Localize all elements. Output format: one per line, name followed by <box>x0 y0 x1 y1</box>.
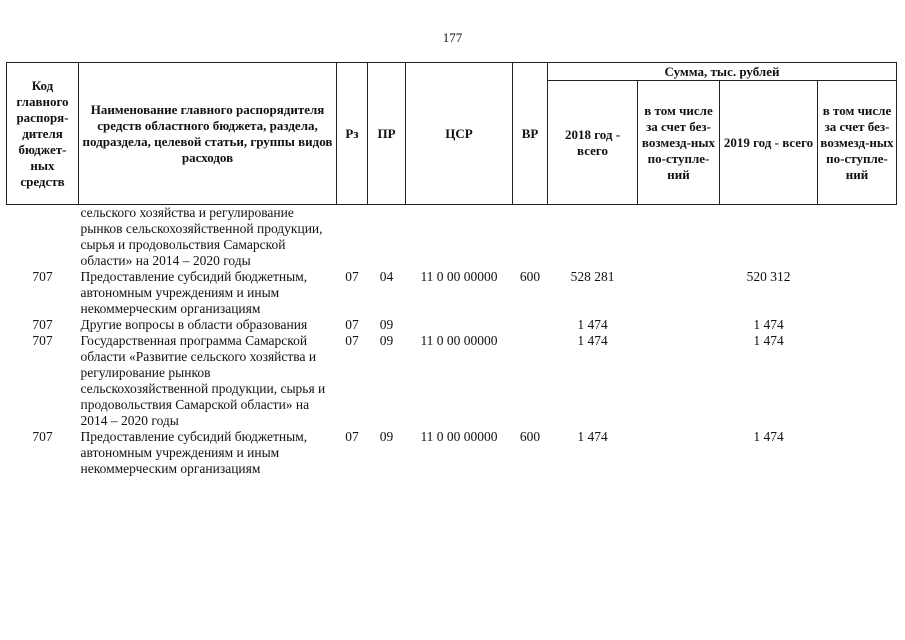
cell-code: 707 <box>32 429 53 444</box>
table-row <box>7 429 897 477</box>
cell-2019-free <box>818 333 897 429</box>
cell-2019-free <box>818 269 897 317</box>
cell-rz: 07 <box>345 333 359 348</box>
cell-code: 707 <box>32 269 53 284</box>
table-row <box>7 333 897 429</box>
cell-name: Государственная программа Самарской области «Развитие сельского хозяйства и регулирование рынков сельскохозяйственной продукции, сырья и продовольствия Самарской области» на 2014 – 2020 годы <box>80 333 326 428</box>
table-row <box>7 269 897 317</box>
cell-rz: 07 <box>345 269 359 284</box>
cell-vr <box>513 317 548 333</box>
cell-csr: 11 0 00 00000 <box>420 333 498 348</box>
cell-2018-total: 1 474 <box>577 429 608 444</box>
header-code: Код главного распоря-дителя бюджет-ных средств <box>7 63 79 205</box>
cell-csr: 11 0 00 00000 <box>420 429 498 444</box>
header-rz: Рз <box>337 63 368 205</box>
cell-2019-total: 520 312 <box>746 269 791 284</box>
cell-vr: 600 <box>519 429 541 444</box>
cell-2019-free <box>818 205 897 270</box>
budget-table <box>6 62 897 477</box>
page-number: 177 <box>442 30 463 45</box>
cell-pr: 09 <box>379 429 394 444</box>
table-row <box>7 205 897 270</box>
cell-2018-total <box>548 205 638 270</box>
cell-rz: 07 <box>345 317 359 332</box>
cell-pr: 09 <box>379 333 394 348</box>
cell-csr: 11 0 00 00000 <box>420 269 498 284</box>
cell-2018-free <box>638 317 720 333</box>
cell-2019-total: 1 474 <box>753 429 784 444</box>
cell-2019-total <box>720 205 818 270</box>
cell-rz: 07 <box>345 429 359 444</box>
cell-vr <box>513 205 548 270</box>
cell-2018-free <box>638 333 720 429</box>
cell-2018-free <box>638 269 720 317</box>
cell-2018-total: 528 281 <box>570 269 615 284</box>
cell-vr <box>513 333 548 429</box>
cell-pr <box>368 205 406 270</box>
cell-2018-total: 1 474 <box>577 333 608 348</box>
header-2018-total: 2018 год - всего <box>548 81 638 205</box>
cell-2018-free <box>638 205 720 270</box>
header-2018-free: в том числе за счет без-возмезд-ных по-ступле-ний <box>638 81 720 205</box>
cell-vr: 600 <box>519 269 541 284</box>
cell-csr <box>406 317 513 333</box>
cell-code: 707 <box>32 333 53 348</box>
cell-name: Другие вопросы в области образования <box>80 317 308 332</box>
cell-2019-free <box>818 429 897 477</box>
table-body <box>7 205 897 478</box>
cell-rz <box>337 205 368 270</box>
cell-2018-free <box>638 429 720 477</box>
cell-2019-free <box>818 317 897 333</box>
header-sum: Сумма, тыс. рублей <box>548 63 897 81</box>
cell-pr: 04 <box>379 269 394 284</box>
header-vr: ВР <box>513 63 548 205</box>
header-csr: ЦСР <box>406 63 513 205</box>
cell-2018-total: 1 474 <box>577 317 608 332</box>
cell-name: Предоставление субсидий бюджетным, автономным учреждениям и иным некоммерческим организациям <box>80 429 308 476</box>
header-2019-total: 2019 год - всего <box>720 81 818 205</box>
table-header <box>7 63 897 205</box>
cell-name: Предоставление субсидий бюджетным, автономным учреждениям и иным некоммерческим организациям <box>80 269 308 316</box>
header-2019-free: в том числе за счет без-возмезд-ных по-ступле-ний <box>818 81 897 205</box>
cell-code: 707 <box>32 317 53 332</box>
header-name: Наименование главного распорядителя средств областного бюджета, раздела, подраздела, целевой статьи, группы видов расходов <box>79 63 337 205</box>
cell-pr: 09 <box>379 317 394 332</box>
header-pr: ПР <box>368 63 406 205</box>
cell-2019-total: 1 474 <box>753 333 784 348</box>
table-row <box>7 317 897 333</box>
cell-2019-total: 1 474 <box>753 317 784 332</box>
cell-code <box>7 205 79 270</box>
cell-name: сельского хозяйства и регулирование рынков сельскохозяйственной продукции, сырья и продовольствия Самарской области» на 2014 – 2020 годы <box>80 205 323 268</box>
cell-csr <box>406 205 513 270</box>
